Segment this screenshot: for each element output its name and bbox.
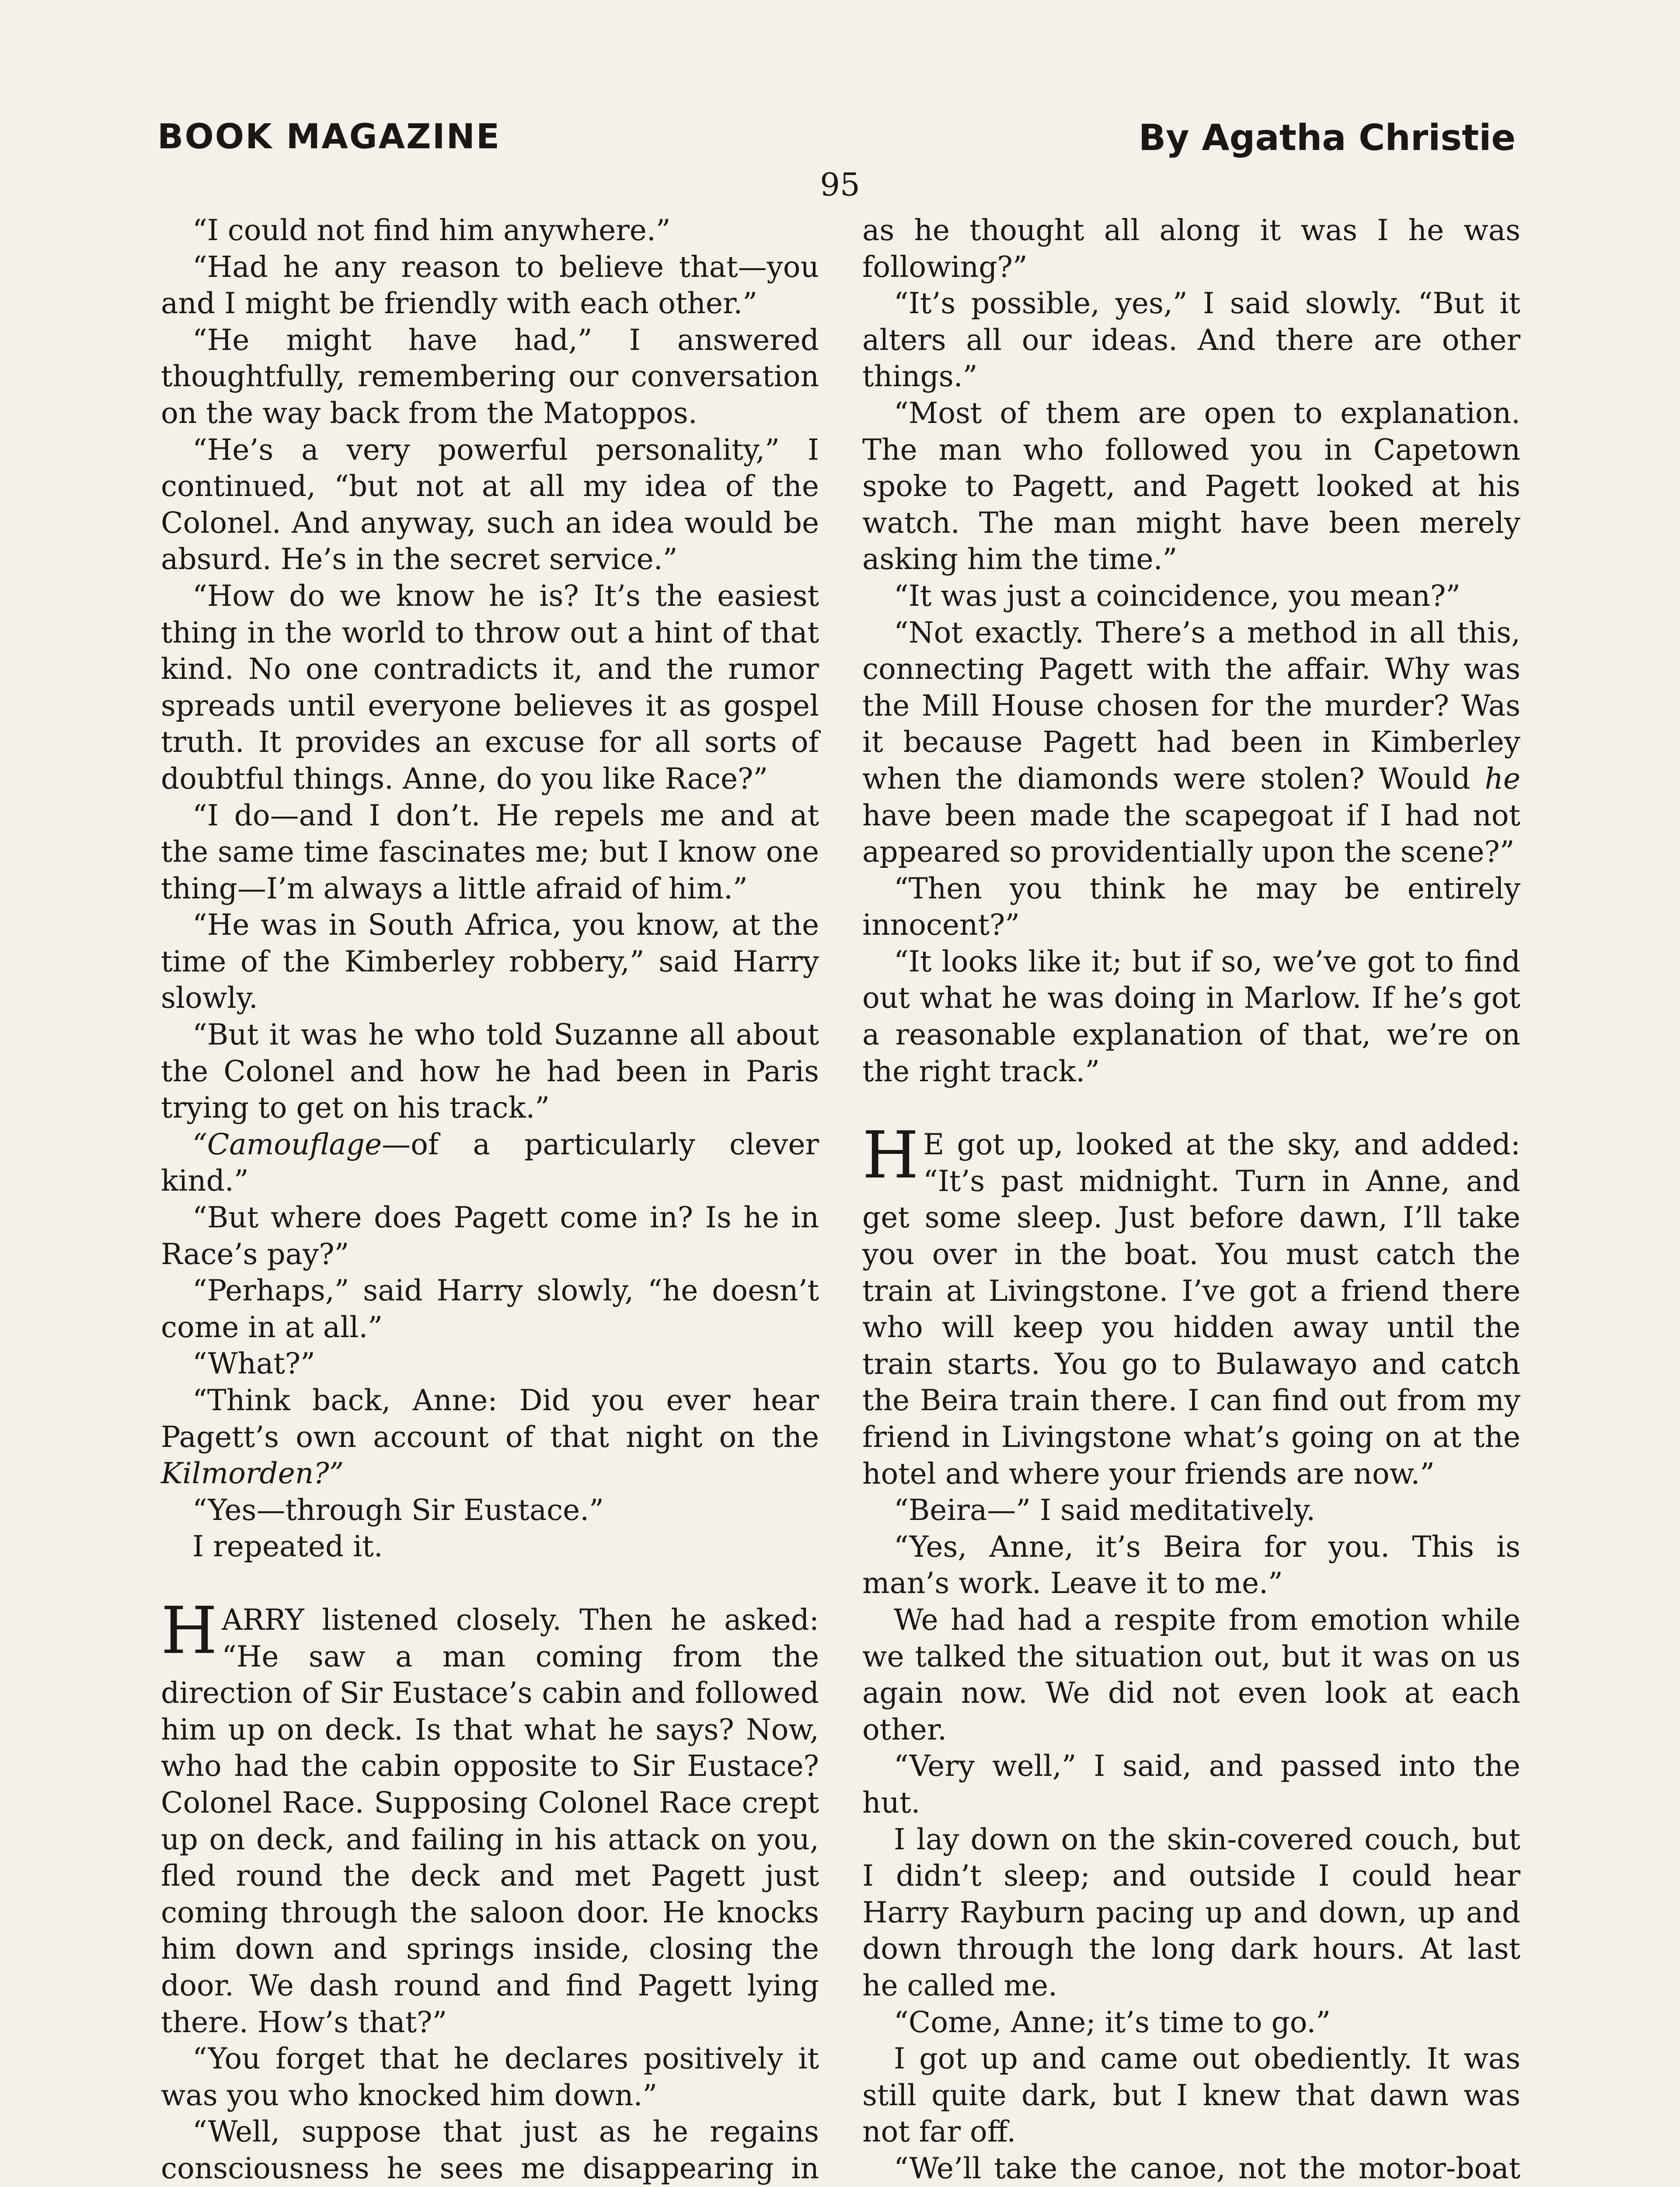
paragraph: I got up and came out obediently. It was still quite dark, but I knew that dawn was not far off. [862,2042,1520,2149]
paragraph: “It was just a coincidence, you mean?” [894,579,1460,613]
paragraph: “But it was he who told Suzanne all about the Colonel and how he had been in Paris trying to get on his track.” [161,1018,819,1125]
paragraph-text: ARRY listened closely. Then he asked: “He saw a man coming from the direction of Sir Eustace’s cabin and followed him up on deck. Is that what he says? Now, who had the cabin opposite to Sir Eustace? Colonel Race. Supposing Colonel Race crept up on deck, and failing in his attack on you, fled round the deck and met Pagett just coming through the saloon door. He knocks him down and springs inside, closing the door. We dash round and find Pagett lying there. How’s that?” [161,1603,819,2039]
paragraph: “Yes, Anne, it’s Beira for you. This is man’s work. Leave it to me.” [862,1530,1520,1600]
section-opening-paragraph [862,1118,1520,1492]
paragraph: “Had he any reason to believe that—you and I might be friendly with each other.” [161,250,819,321]
page-number: 95 [820,166,860,203]
paragraph: “Well, suppose that just as he regains consciousness he sees me disappearing in [161,2115,819,2185]
paragraph: “Very well,” I said, and passed into the hut. [862,1749,1520,1820]
paragraph: “I could not find him anywhere.” [192,213,671,247]
paragraph [161,1126,819,1199]
left-column [161,212,819,2187]
paragraph: “It’s possible, yes,” I said slowly. “But it alters all our ideas. And there are other things.” [862,286,1520,394]
paragraph: “I do—and I don’t. He repels me and at the same time fascinates me; but I know one thing—I’m always a little afraid of him.” [161,798,819,905]
drop-cap: H [862,1118,919,1193]
paragraph: “How do we know he is? It’s the easiest thing in the world to throw out a hint of that kind. No one contradicts it, and the rumor spreads until everyone believes it as gospel truth. It provides an excuse for all sorts of doubtful things. Anne, do you like Race?” [161,579,819,796]
paragraph: “But where does Pagett come in? Is he in Race’s pay?” [161,1201,819,1271]
paragraph [161,1382,819,1492]
drop-cap: H [161,1593,218,1668]
italic-word: “Camouflage [192,1127,382,1161]
paragraph: “Then you think he may be entirely innocent?” [862,871,1520,942]
paragraph: “Beira—” I said meditatively. [894,1493,1316,1527]
right-column [862,212,1520,2187]
paragraph: “He was in South Africa, you know, at the time of the Kimberley robbery,” said Harry slowly. [161,908,819,1015]
paragraph: “He’s a very powerful personality,” I continued, “but not at all my idea of the Colonel. And anyway, such an idea would be absurd. He’s in the secret service.” [161,433,819,576]
paragraph: “Yes—through Sir Eustace.” [192,1493,604,1527]
paragraph: I lay down on the skin-covered couch, but I didn’t sleep; and outside I could hear Harry Rayburn pacing up and down, up and down through the long dark hours. At last he called me. [862,1822,1520,2002]
paragraph-text: E got up, looked at the sky, and added: “It’s past midnight. Turn in Anne, and get some sleep. Just before dawn, I’ll take you over in the boat. You must catch the train at Livingstone. I’ve got a friend there who will keep you hidden away until the train starts. You go to Bulawayo and catch the Beira train there. I can find out from my friend in Livingstone what’s going on at the hotel and where your friends are now.” [862,1128,1520,1491]
paragraph: “You forget that he declares positively it was you who knocked him down.” [161,2042,819,2112]
paragraph: “Most of them are open to explanation. The man who followed you in Capetown spoke to Pagett, and Pagett looked at his watch. The man might have been merely asking him the time.” [862,396,1520,576]
paragraph-continued: as he thought all along it was I he was following?” [862,213,1520,284]
paragraph: We had had a respite from emotion while we talked the situation out, but it was on us again now. We did not even look at each other. [862,1603,1520,1747]
ship-name: Kilmorden?” [161,1457,344,1491]
paragraph: “Perhaps,” said Harry slowly, “he doesn’t come in at all.” [161,1274,819,1344]
paragraph-text: —of a particularly clever kind.” [161,1127,819,1198]
italic-word: he [1485,762,1520,796]
magazine-title: BOOK MAGAZINE [157,117,501,157]
paragraph: “He might have had,” I answered thoughtfully, remembering our conversation on the way back from the Matoppos. [161,323,819,430]
paragraph [862,615,1520,870]
paragraph-text: have been made the scapegoat if I had not appeared so providentially upon the scene?” [862,798,1520,869]
paragraph: I repeated it. [192,1530,383,1564]
paragraph-text: “Not exactly. There’s a method in all this, connecting Pagett with the affair. Why was the Mill House chosen for the murder? Was it because Pagett had been in Kimberley when the diamonds were stolen? Would [862,615,1520,796]
paragraph: “It looks like it; but if so, we’ve got to find out what he was doing in Marlow. If he’s got a reasonable explanation of that, we’re on the right track.” [862,944,1520,1088]
section-opening-paragraph [161,1593,819,2040]
paragraph: “What?” [192,1347,315,1381]
paragraph-text: “Think back, Anne: Did you ever hear Pagett’s own account of that night on the [161,1383,819,1454]
paragraph: “Come, Anne; it’s time to go.” [894,2005,1331,2039]
paragraph: “We’ll take the canoe, not the motor-boat [894,2151,1520,2185]
author-byline: By Agatha Christie [1138,117,1516,159]
